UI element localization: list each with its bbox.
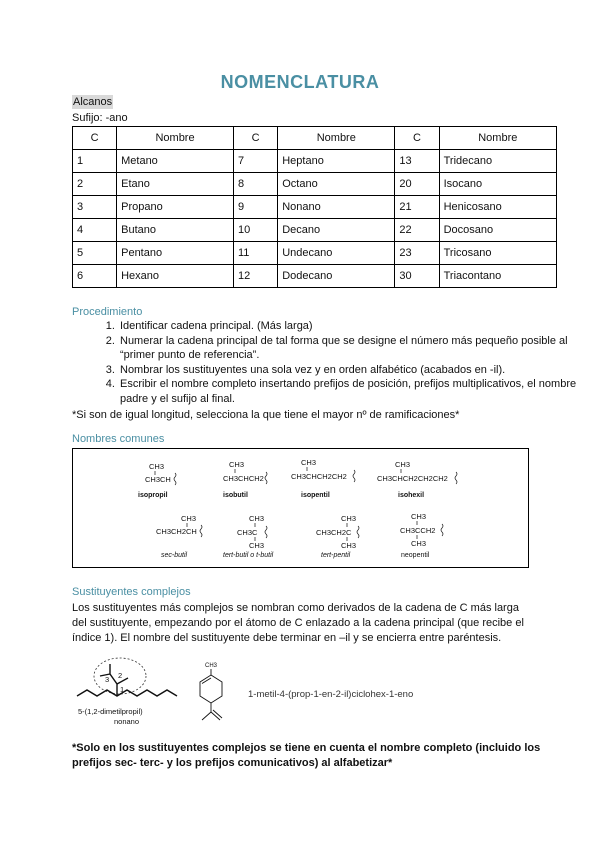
branch-bonds bbox=[110, 664, 117, 696]
isobutil-structure bbox=[223, 460, 267, 499]
example2-molecule bbox=[190, 660, 236, 732]
methyl-label: CH3 bbox=[411, 512, 427, 521]
example1-subname: nonano bbox=[114, 717, 140, 726]
carbon-count-cell: 22 bbox=[395, 219, 439, 242]
carbon-count-cell: 10 bbox=[233, 219, 277, 242]
formula-text: CH3CH bbox=[145, 475, 171, 484]
isohexil-structure bbox=[377, 460, 457, 499]
table-row bbox=[73, 173, 557, 196]
methyl-label: CH3 bbox=[341, 514, 357, 523]
carbon-count-cell: 7 bbox=[233, 150, 277, 173]
carbon-count-cell: 30 bbox=[395, 265, 439, 288]
alkane-name-cell: Triacontano bbox=[439, 265, 556, 288]
formula-text: CH3CHCH2CH2CH2 bbox=[377, 474, 448, 483]
alkane-name-cell: Hexano bbox=[117, 265, 234, 288]
substituent-name: isopentil bbox=[301, 492, 330, 499]
methyl-label: CH3 bbox=[249, 541, 265, 550]
isopropil-structure bbox=[138, 462, 176, 499]
substituent-name: tert-butil o t-butil bbox=[223, 552, 274, 559]
example1-molecule bbox=[72, 654, 182, 730]
table-row bbox=[73, 242, 557, 265]
column-header: Nombre bbox=[439, 127, 556, 150]
common-names-figure bbox=[72, 448, 529, 568]
carbon-count-cell: 6 bbox=[73, 265, 117, 288]
carbon-count-cell: 5 bbox=[73, 242, 117, 265]
list-item: 2. Numerar la cadena principal de tal forma que se designe el número más pequeño posible al “primer punto de referencia”. bbox=[118, 334, 598, 363]
carbon-count-cell: 12 bbox=[233, 265, 277, 288]
carbon-count-cell: 21 bbox=[395, 196, 439, 219]
alkane-name-cell: Decano bbox=[278, 219, 395, 242]
alkane-name-cell: Etano bbox=[117, 173, 234, 196]
locant-number: 2 bbox=[118, 671, 123, 680]
carbon-count-cell: 13 bbox=[395, 150, 439, 173]
substituent-name: sec-butil bbox=[161, 552, 188, 559]
carbon-count-cell: 4 bbox=[73, 219, 117, 242]
methyl-label: CH3 bbox=[229, 460, 245, 469]
column-header: C bbox=[395, 127, 439, 150]
complejos-heading: Sustituyentes complejos bbox=[72, 586, 191, 598]
alkane-name-cell: Henicosano bbox=[439, 196, 556, 219]
alkane-name-cell: Tricosano bbox=[439, 242, 556, 265]
formula-text: CH3CHCH2CH2 bbox=[291, 472, 347, 481]
alcanos-heading: Alcanos bbox=[73, 96, 113, 108]
tert-pentil-structure bbox=[316, 514, 359, 559]
sec-butil-structure bbox=[156, 514, 202, 559]
formula-text: CH3C bbox=[237, 528, 258, 537]
alkane-name-cell: Heptano bbox=[278, 150, 395, 173]
locant-number: 1 bbox=[120, 685, 125, 694]
table-row bbox=[73, 196, 557, 219]
complejos-paragraph: Los sustituyentes más complejos se nombran como derivados de la cadena de C más larga del sustituyente, empezando por el átomo de C enlazado a la cadena principal (que recibe el índice 1). El nombre del sustituyente debe terminar en –il y se encierra entre paréntesis. bbox=[72, 602, 524, 644]
methyl-label: CH3 bbox=[149, 462, 165, 471]
carbon-count-cell: 9 bbox=[233, 196, 277, 219]
carbon-count-cell: 2 bbox=[73, 173, 117, 196]
methyl-label: CH3 bbox=[181, 514, 197, 523]
tie-break-note: *Si son de igual longitud, selecciona la que tiene el mayor nº de ramificaciones* bbox=[72, 409, 460, 421]
alkane-name-cell: Docosano bbox=[439, 219, 556, 242]
formula-text: CH3CH2C bbox=[316, 528, 352, 537]
alkane-name-cell: Nonano bbox=[278, 196, 395, 219]
substituent-name: tert-pentil bbox=[321, 552, 351, 559]
list-item: 4. Escribir el nombre completo insertando prefijos de posición, prefijos multiplicativos, el nombre padre y el sufijo al final. bbox=[118, 377, 598, 406]
alkane-name-cell: Butano bbox=[117, 219, 234, 242]
example2-name: 1-metil-4-(prop-1-en-2-il)ciclohex-1-eno bbox=[248, 689, 414, 700]
column-header: Nombre bbox=[278, 127, 395, 150]
common-names-svg bbox=[73, 449, 528, 567]
substituent-name: isopropil bbox=[138, 492, 168, 499]
alkane-name-cell: Pentano bbox=[117, 242, 234, 265]
alkane-name-cell: Metano bbox=[117, 150, 234, 173]
procedure-list bbox=[72, 319, 598, 407]
alkanes-table bbox=[72, 126, 557, 288]
methyl-label: CH3 bbox=[301, 458, 317, 467]
methyl-label: CH3 bbox=[341, 541, 357, 550]
table-row bbox=[73, 219, 557, 242]
alkane-name-cell: Isocano bbox=[439, 173, 556, 196]
substituent-name: neopentil bbox=[401, 552, 430, 559]
carbon-count-cell: 23 bbox=[395, 242, 439, 265]
example1-name: 5-(1,2-dimetilpropil) bbox=[78, 707, 143, 716]
formula-text: CH3CCH2 bbox=[400, 526, 436, 535]
procedimiento-heading: Procedimiento bbox=[72, 306, 143, 318]
tert-butil-structure bbox=[223, 514, 274, 559]
table-row bbox=[73, 265, 557, 288]
alkane-name-cell: Propano bbox=[117, 196, 234, 219]
ring bbox=[200, 675, 222, 703]
alkane-name-cell: Dodecano bbox=[278, 265, 395, 288]
carbon-count-cell: 8 bbox=[233, 173, 277, 196]
locant-number: 3 bbox=[105, 675, 110, 684]
carbon-count-cell: 1 bbox=[73, 150, 117, 173]
neopentil-structure bbox=[400, 512, 443, 559]
formula-text: CH3CHCH2 bbox=[223, 474, 264, 483]
page-title: NOMENCLATURA bbox=[220, 72, 380, 92]
carbon-count-cell: 3 bbox=[73, 196, 117, 219]
isopentil-structure bbox=[291, 458, 355, 499]
methyl-label: CH3 bbox=[205, 663, 218, 669]
alkane-name-cell: Undecano bbox=[278, 242, 395, 265]
methyl-label: CH3 bbox=[249, 514, 265, 523]
substituent-name: isobutil bbox=[223, 492, 248, 499]
carbon-count-cell: 11 bbox=[233, 242, 277, 265]
table-header-row bbox=[73, 127, 557, 150]
methyl-label: CH3 bbox=[395, 460, 411, 469]
formula-text: CH3CH2CH bbox=[156, 527, 197, 536]
alphabetize-note: *Solo en los sustituyentes complejos se tiene en cuenta el nombre completo (incluido los prefijos sec- terc- y los prefijos comunicativos) al alfabetizar* bbox=[72, 742, 541, 769]
sufijo-text: Sufijo: -ano bbox=[72, 112, 128, 124]
column-header: C bbox=[233, 127, 277, 150]
carbon-count-cell: 20 bbox=[395, 173, 439, 196]
alkane-name-cell: Octano bbox=[278, 173, 395, 196]
nombres-comunes-heading: Nombres comunes bbox=[72, 433, 165, 445]
table-row bbox=[73, 150, 557, 173]
methyl-label: CH3 bbox=[411, 539, 427, 548]
main-chain bbox=[77, 690, 177, 696]
list-item: 1. Identificar cadena principal. (Más larga) bbox=[118, 319, 598, 334]
column-header: C bbox=[73, 127, 117, 150]
column-header: Nombre bbox=[117, 127, 234, 150]
list-item: 3. Nombrar los sustituyentes una sola vez y en orden alfabético (acabados en -il). bbox=[118, 363, 598, 378]
alkane-name-cell: Tridecano bbox=[439, 150, 556, 173]
substituent-name: isohexil bbox=[398, 492, 425, 499]
